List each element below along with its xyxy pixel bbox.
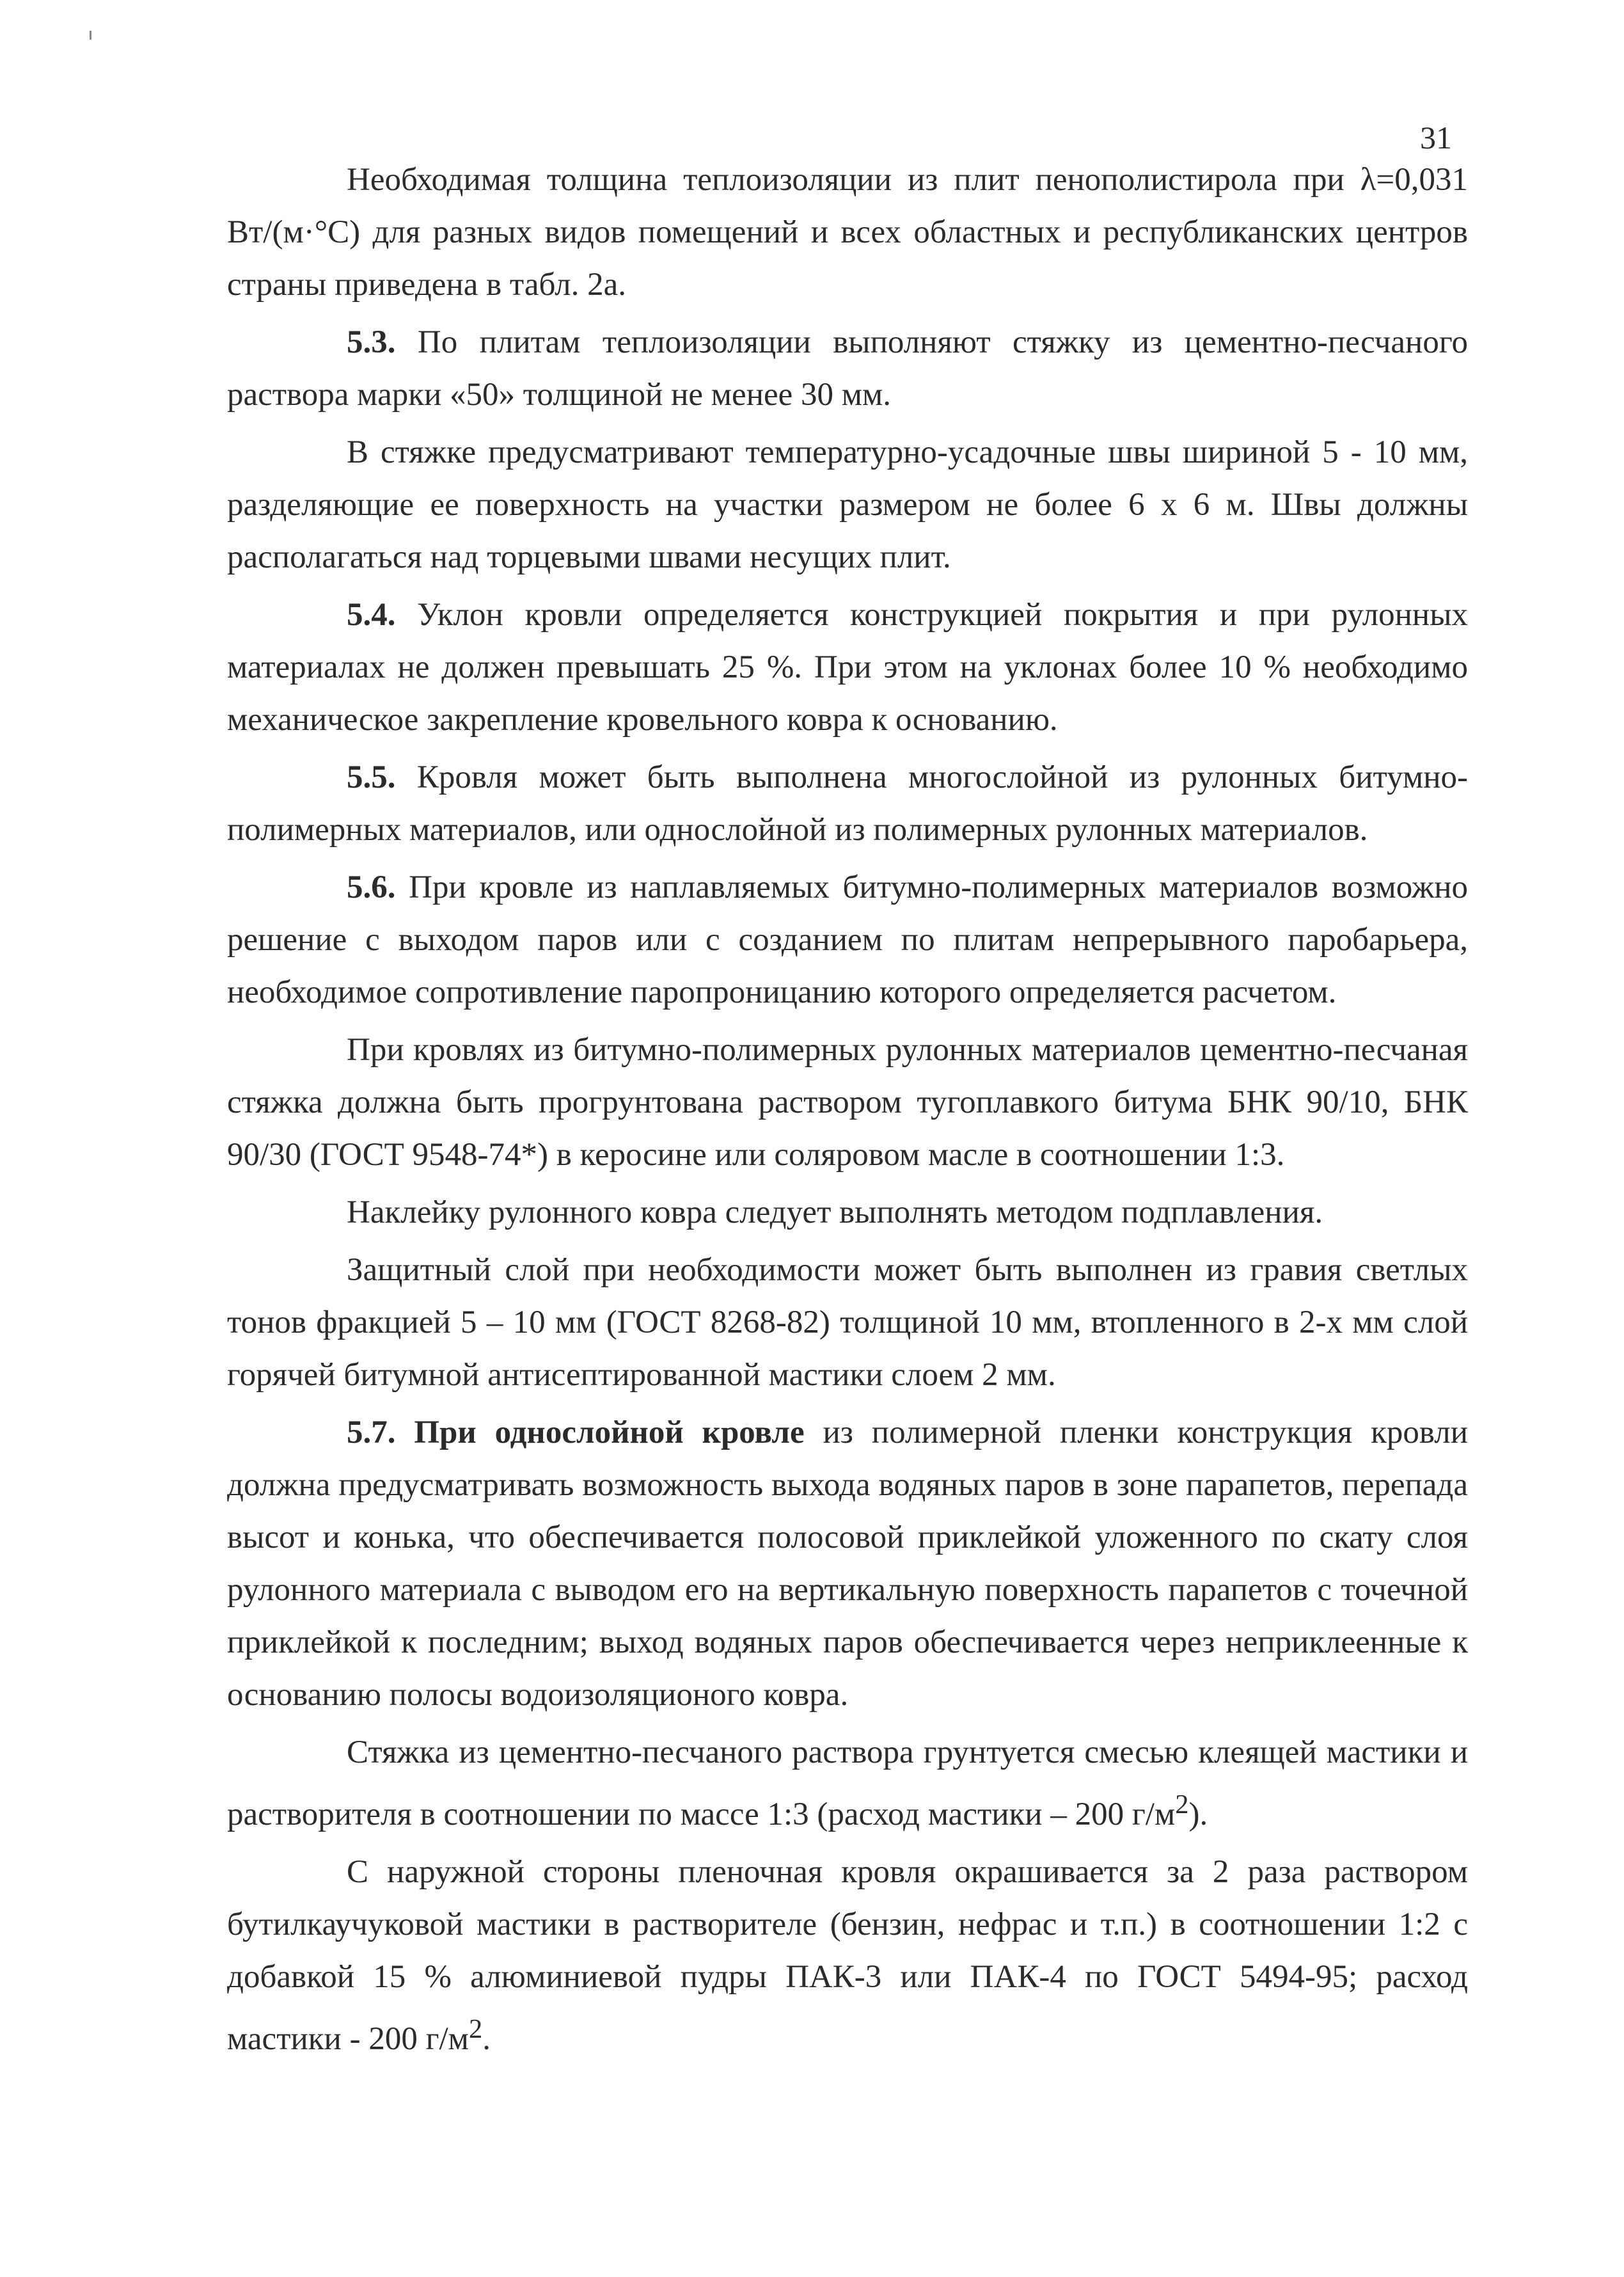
paragraph-text: Наклейку рулонного ковра следует выполнять методом подплавления. bbox=[347, 1194, 1323, 1230]
bold-lead: При однослойной кровле bbox=[414, 1415, 805, 1450]
paragraph-text: Необходимая толщина теплоизоляции из плит пенополистирола при λ=0,031 Вт/(м·°С) для разных видов помещений и всех областных и республиканских центров страны приведена в табл. 2а. bbox=[227, 162, 1468, 303]
paragraph bbox=[227, 1846, 1468, 2065]
paragraph-text: из полимерной пленки конструкция кровли должна предусматривать возможность выхода водяных паров в зоне парапетов, перепада высот и конька, что обеспечивается полосовой приклейкой уложенного по скату слоя рулонного материала с выводом его на вертикальную поверхность парапетов с точечной приклейкой к последним; выход водяных паров обеспечивается через неприклеенные к основанию полосы водоизоляционого ковра. bbox=[227, 1415, 1468, 1713]
superscript: 2 bbox=[468, 2014, 483, 2044]
paragraph bbox=[227, 1244, 1468, 1401]
paragraph bbox=[227, 154, 1468, 311]
paragraph-tail: ). bbox=[1188, 1797, 1208, 1832]
section-number: 5.3. bbox=[347, 324, 396, 360]
scan-speck bbox=[90, 31, 91, 40]
paragraph-text: Стяжка из цементно-песчаного раствора грунтуется смесью клеящей мастики и растворителя в соотношении по массе 1:3 (расход мастики – 200 г/м bbox=[227, 1734, 1468, 1832]
paragraph-text: Кровля может быть выполнена многослойной из рулонных битумно-полимерных материалов, или однослойной из полимерных рулонных материалов. bbox=[227, 759, 1468, 848]
paragraph-text: При кровле из наплавляемых битумно-полимерных материалов возможно решение с выходом паров или с созданием по плитам непрерывного паробарьера, необходимое сопротивление паропроницанию которого определяется расчетом. bbox=[227, 869, 1469, 1010]
section-number: 5.4. bbox=[347, 597, 396, 633]
page-number: 31 bbox=[1420, 120, 1452, 155]
paragraph bbox=[227, 589, 1468, 746]
paragraph bbox=[227, 316, 1468, 421]
paragraph-tail: . bbox=[482, 2021, 491, 2057]
paragraph-text: Уклон кровли определяется конструкцией покрытия и при рулонных материалах не должен превышать 25 %. При этом на уклонах более 10 % необходимо механическое закрепление кровельного ковра к основанию. bbox=[227, 597, 1468, 738]
paragraph-text: Защитный слой при необходимости может быть выполнен из гравия светлых тонов фракцией 5 – 10 мм (ГОСТ 8268-82) толщиной 10 мм, втопленного в 2-х мм слой горячей битумной антисептированной мастики слоем 2 мм. bbox=[227, 1252, 1468, 1393]
paragraph bbox=[227, 1726, 1468, 1841]
section-number: 5.6. bbox=[347, 869, 396, 905]
paragraph-text: С наружной стороны пленочная кровля окрашивается за 2 раза раствором бутилкаучуковой мастики в растворителе (бензин, нефрас и т.п.) в соотношении 1:2 с добавкой 15 % алюминиевой пудры ПАК-3 или ПАК-4 по ГОСТ 5494-95; расход мастики - 200 г/м bbox=[227, 1854, 1468, 2057]
section-number: 5.5. bbox=[347, 759, 396, 795]
paragraph-text: При кровлях из битумно-полимерных рулонных материалов цементно-песчаная стяжка должна быть прогрунтована раствором тугоплавкого битума БНК 90/10, БНК 90/30 (ГОСТ 9548-74*) в керосине или соляровом масле в соотношении 1:3. bbox=[227, 1032, 1468, 1173]
paragraph-text: В стяжке предусматривают температурно-усадочные швы шириной 5 - 10 мм, разделяющие ее поверхность на участки размером не более 6 х 6 м. Швы должны располагаться над торцевыми швами несущих плит. bbox=[227, 434, 1468, 575]
paragraph bbox=[227, 1186, 1468, 1239]
document-body bbox=[227, 154, 1468, 2070]
paragraph bbox=[227, 1406, 1468, 1721]
paragraph bbox=[227, 1024, 1468, 1181]
paragraph-text: По плитам теплоизоляции выполняют стяжку из цементно-песчаного раствора марки «50» толщиной не менее 30 мм. bbox=[227, 324, 1469, 413]
section-number: 5.7. bbox=[347, 1415, 396, 1450]
paragraph bbox=[227, 426, 1468, 583]
paragraph bbox=[227, 751, 1468, 856]
superscript: 2 bbox=[1175, 1789, 1189, 1820]
paragraph bbox=[227, 861, 1468, 1019]
